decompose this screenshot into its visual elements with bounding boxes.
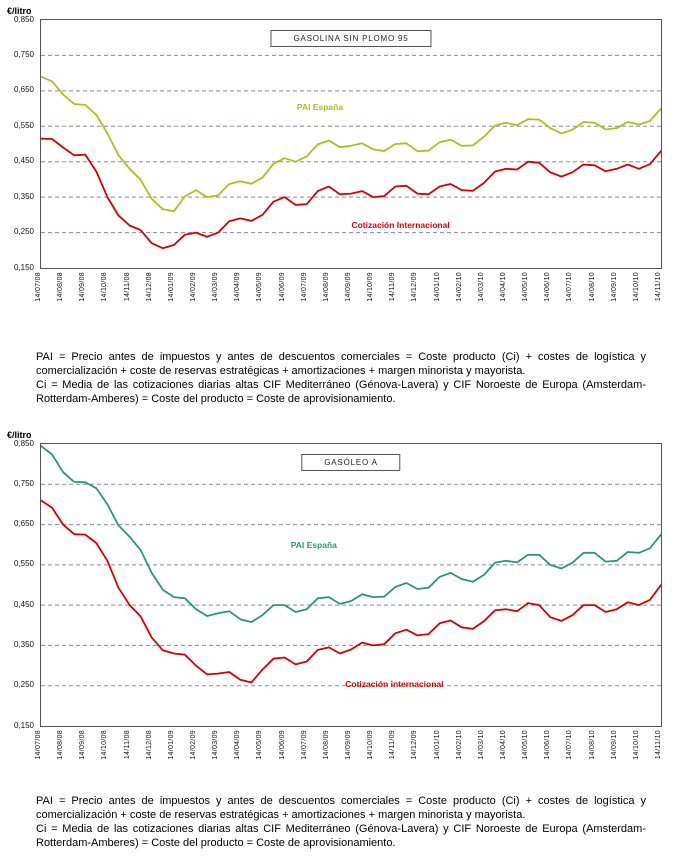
y-axis-unit-label: €/litro — [7, 430, 32, 440]
x-tick-label: 14/03/10 — [477, 272, 485, 302]
x-tick-label: 14/10/09 — [367, 730, 375, 760]
x-tick-label: 14/10/10 — [632, 272, 640, 302]
x-tick-label: 14/11/08 — [123, 730, 131, 760]
x-tick-label: 14/04/09 — [234, 272, 242, 302]
chart-gasoleo-a — [4, 430, 676, 782]
x-axis-tick-labels — [35, 728, 662, 780]
y-tick-label: 0,150 — [13, 262, 34, 272]
x-tick-label: 14/12/09 — [411, 272, 419, 302]
x-tick-label: 14/02/10 — [455, 730, 463, 760]
y-tick-label: 0,350 — [13, 639, 34, 649]
x-tick-label: 14/08/10 — [588, 730, 596, 760]
x-tick-label: 14/07/08 — [35, 730, 42, 760]
y-axis-tick-labels — [4, 438, 37, 730]
x-tick-label: 14/09/09 — [345, 730, 352, 760]
plot-area — [40, 443, 662, 727]
x-tick-label: 14/01/09 — [167, 272, 175, 302]
x-tick-label: 14/07/09 — [300, 730, 308, 760]
x-tick-label: 14/08/08 — [57, 730, 65, 760]
x-tick-label: 14/06/10 — [544, 272, 552, 302]
x-tick-label: 14/06/09 — [278, 272, 286, 302]
x-tick-label: 14/09/09 — [345, 272, 352, 302]
x-tick-label: 14/03/10 — [477, 730, 485, 760]
x-tick-label: 14/12/08 — [145, 730, 153, 760]
x-tick-label: 14/03/09 — [212, 272, 220, 302]
chart-gasolina-sin-plomo-95 — [4, 6, 676, 326]
y-tick-label: 0,250 — [13, 680, 34, 690]
footnote-gasoleo — [36, 794, 646, 850]
y-tick-label: 0,550 — [13, 559, 34, 569]
x-tick-label: 14/04/09 — [234, 730, 242, 760]
x-tick-label: 14/05/09 — [256, 272, 264, 302]
y-tick-label: 0,750 — [13, 478, 34, 488]
series-label-pai-espana: PAI España — [290, 539, 337, 550]
y-tick-label: 0,850 — [13, 438, 34, 448]
x-tick-label: 14/02/09 — [190, 730, 197, 760]
x-tick-label: 14/09/08 — [79, 272, 87, 302]
footnote-ci-definition: Ci = Media de las cotizaciones diarias altas CIF Mediterráneo (Génova-Lavera) y CIF Noroeste de Europa (Amsterdam-Rotterdam-Amberes) = Coste del producto = Coste de aprovisionamiento. — [36, 379, 646, 406]
x-tick-label: 14/10/09 — [367, 272, 375, 302]
y-tick-label: 0,650 — [13, 519, 34, 529]
x-tick-label: 14/11/10 — [655, 272, 662, 302]
x-tick-label: 14/11/08 — [123, 272, 131, 302]
y-tick-label: 0,550 — [13, 120, 34, 130]
footnote-ci-definition: Ci = Media de las cotizaciones diarias altas CIF Mediterráneo (Génova-Lavera) y CIF Noroeste de Europa (Amsterdam-Rotterdam-Amberes) = Coste del producto = Coste de aprovisionamiento. — [36, 823, 646, 850]
y-tick-label: 0,450 — [13, 599, 34, 609]
x-tick-label: 14/10/10 — [632, 730, 640, 760]
x-tick-label: 14/11/09 — [389, 272, 397, 302]
x-axis-tick-labels — [35, 270, 662, 322]
chart-title: GASOLINA SIN PLOMO 95 — [270, 30, 431, 47]
series-label-pai-espana: PAI España — [296, 102, 344, 113]
y-tick-label: 0,250 — [13, 227, 34, 237]
x-tick-label: 14/08/09 — [322, 272, 330, 302]
x-tick-label: 14/01/10 — [433, 730, 441, 760]
x-tick-label: 14/01/10 — [433, 272, 441, 302]
x-tick-label: 14/11/09 — [389, 730, 397, 760]
plot-area — [40, 19, 662, 269]
x-tick-label: 14/10/08 — [101, 272, 109, 302]
x-tick-label: 14/02/09 — [190, 272, 197, 302]
footnote-pai-definition: PAI = Precio antes de impuestos y antes de descuentos comerciales = Coste producto (Ci) + costes de logística y comercialización + coste de reservas estratégicas + amortizaciones + margen minorista y mayorista. — [36, 351, 646, 378]
y-tick-label: 0,650 — [13, 85, 34, 95]
footnote-gasolina — [36, 350, 646, 406]
x-tick-label: 14/08/10 — [588, 272, 596, 302]
plot-canvas — [41, 20, 661, 268]
x-tick-label: 14/07/10 — [566, 272, 574, 302]
chart-title: GASÓLEO A — [301, 454, 400, 471]
y-tick-label: 0,450 — [13, 156, 34, 166]
series-label-cotizacion-internacional: Cotización internacional — [345, 678, 444, 689]
footnote-pai-definition: PAI = Precio antes de impuestos y antes de descuentos comerciales = Coste producto (Ci) + costes de logística y comercialización + coste de reservas estratégicas + amortizaciones + margen minorista y mayorista. — [36, 795, 646, 822]
x-tick-label: 14/07/10 — [566, 730, 574, 760]
x-tick-label: 14/05/10 — [522, 730, 530, 760]
x-tick-label: 14/04/10 — [500, 730, 507, 760]
y-axis-tick-labels — [4, 14, 37, 272]
y-axis-unit-label: €/litro — [7, 6, 32, 16]
x-tick-label: 14/03/09 — [212, 730, 220, 760]
y-tick-label: 0,850 — [13, 14, 34, 24]
x-tick-label: 14/11/10 — [655, 730, 662, 760]
y-tick-label: 0,750 — [13, 49, 34, 59]
x-tick-label: 14/06/10 — [544, 730, 552, 760]
x-tick-label: 14/12/08 — [145, 272, 153, 302]
x-tick-label: 14/09/10 — [610, 272, 618, 302]
x-tick-label: 14/02/10 — [455, 272, 463, 302]
x-tick-label: 14/09/08 — [79, 730, 87, 760]
x-tick-label: 14/12/09 — [411, 730, 419, 760]
x-tick-label: 14/07/09 — [300, 272, 308, 302]
x-tick-label: 14/01/09 — [167, 730, 175, 760]
x-tick-label: 14/09/10 — [610, 730, 618, 760]
x-tick-label: 14/08/09 — [322, 730, 330, 760]
x-tick-label: 14/04/10 — [500, 272, 507, 302]
x-tick-label: 14/06/09 — [278, 730, 286, 760]
series-label-cotizacion-internacional: Cotización Internacional — [351, 219, 450, 230]
x-tick-label: 14/07/08 — [35, 272, 42, 302]
x-tick-label: 14/10/08 — [101, 730, 109, 760]
y-tick-label: 0,350 — [13, 191, 34, 201]
y-tick-label: 0,150 — [13, 720, 34, 730]
x-tick-label: 14/05/10 — [522, 272, 530, 302]
x-tick-label: 14/08/08 — [57, 272, 65, 302]
x-tick-label: 14/05/09 — [256, 730, 264, 760]
